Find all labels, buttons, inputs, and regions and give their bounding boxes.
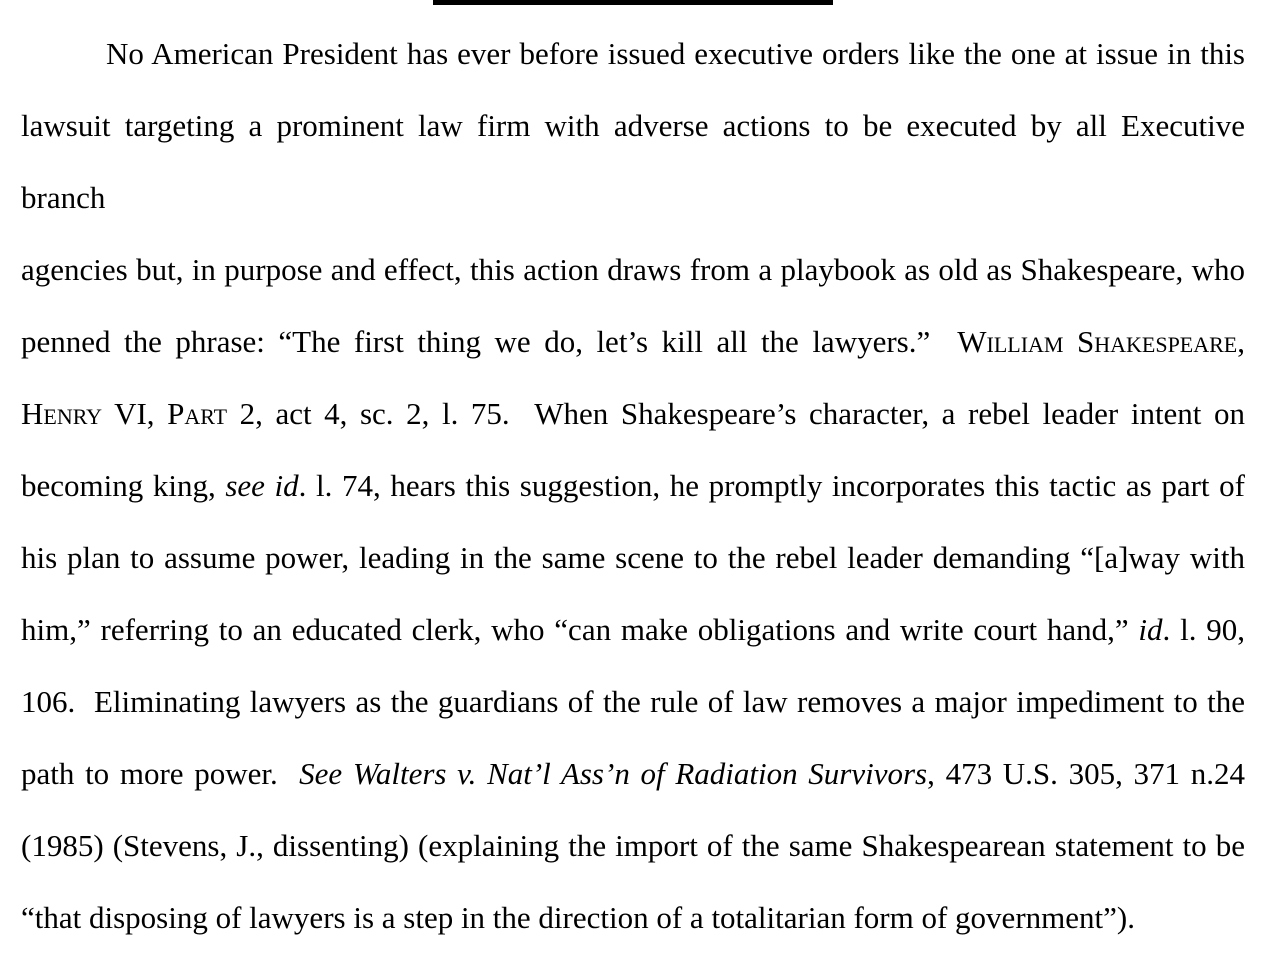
opinion-paragraph: [21, 18, 1245, 954]
text-run: his plan to assume power, leading in the same scene to the rebel leader demanding “[a]way with: [21, 540, 1245, 575]
text-line: [21, 18, 1245, 90]
text-run: agencies but, in purpose and effect, this action draws from a playbook as old as Shakespeare, who: [21, 252, 1245, 287]
text-run: 106. Eliminating lawyers as the guardians of the rule of law removes a major impediment to the: [21, 684, 1245, 719]
text-line: [21, 378, 1245, 450]
text-run: path to more power.: [21, 756, 300, 791]
italic-citation-run: id: [1138, 612, 1163, 647]
text-run: . l. 90,: [1162, 612, 1245, 647]
italic-citation-run: See Walters v. Nat’l Ass’n of Radiation Survivors: [299, 756, 928, 791]
text-line: [21, 522, 1245, 594]
text-run: No American President has ever before issued executive orders like the one at issue in this: [106, 36, 1245, 71]
text-line: [21, 90, 1245, 234]
text-run: penned the phrase: “The first thing we do, let’s kill all the lawyers.”: [21, 324, 958, 359]
text-line: [21, 306, 1245, 378]
smallcaps-citation-run: Henry VI, Part 2: [21, 396, 256, 431]
text-line: [21, 810, 1245, 882]
smallcaps-citation-run: William Shakespeare,: [957, 324, 1245, 359]
heading-underline-bar: [433, 0, 833, 5]
text-run: becoming king,: [21, 468, 226, 503]
text-run: (1985) (Stevens, J., dissenting) (explaining the import of the same Shakespearean statement to be: [21, 828, 1245, 863]
text-run: lawsuit targeting a prominent law firm with adverse actions to be executed by all Executive branch: [21, 108, 1245, 215]
text-run: “that disposing of lawyers is a step in the direction of a totalitarian form of government”).: [21, 900, 1135, 935]
text-line: [21, 666, 1245, 738]
italic-citation-run: see id: [225, 468, 299, 503]
text-run: him,” referring to an educated clerk, who “can make obligations and write court hand,”: [21, 612, 1139, 647]
text-line: [21, 882, 1245, 954]
text-line: [21, 234, 1245, 306]
text-line: [21, 738, 1245, 810]
text-run: , 473 U.S. 305, 371 n.24: [927, 756, 1245, 791]
text-line: [21, 594, 1245, 666]
text-run: , act 4, sc. 2, l. 75. When Shakespeare’s character, a rebel leader intent on: [255, 396, 1246, 431]
text-line: [21, 450, 1245, 522]
text-run: . l. 74, hears this suggestion, he promptly incorporates this tactic as part of: [298, 468, 1245, 503]
